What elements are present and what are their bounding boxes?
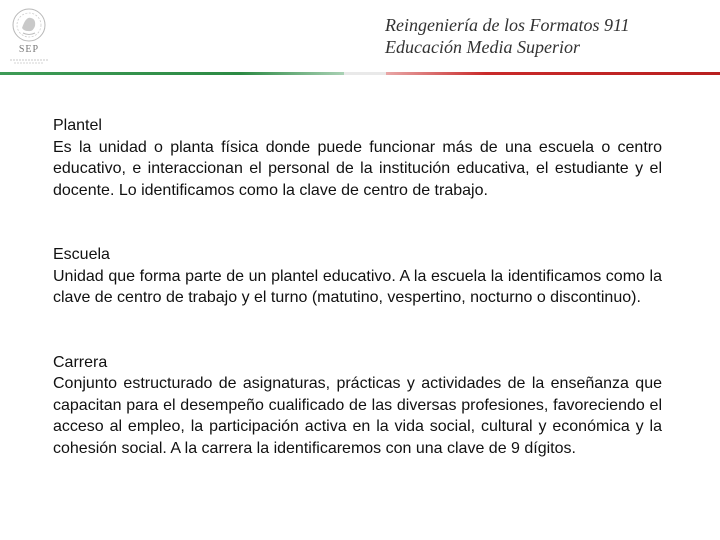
stripe-red xyxy=(386,72,720,75)
definition-heading: Plantel xyxy=(53,117,102,134)
stripe-green xyxy=(0,72,344,75)
mexican-seal-icon xyxy=(6,6,52,44)
definition-heading: Escuela xyxy=(53,246,110,263)
sep-logo xyxy=(6,6,62,68)
definition-escuela xyxy=(53,244,662,309)
tricolor-stripe xyxy=(0,72,720,76)
definition-body: Es la unidad o planta física donde puede funcionar más de una escuela o centro educativo, e interaccionan el personal de la institución educativa, el estudiante y el docente. Lo identificamos como la clave de centro de trabajo. xyxy=(53,138,662,199)
definition-plantel xyxy=(53,115,662,201)
header-title xyxy=(385,14,630,58)
sep-logo-text: SEP xyxy=(18,44,40,55)
sep-logo-subtext-decoration xyxy=(6,58,52,64)
header-title-line1: Reingeniería de los Formatos 911 xyxy=(385,15,630,35)
definition-body: Conjunto estructurado de asignaturas, prácticas y actividades de la enseñanza que capacitan para el desempeño cualificado de las diversas profesiones, favoreciendo el acceso al empleo, la participación activa en la vida social, cultural y económica y la cohesión social. A la carrera la identificaremos con una clave de 9 dígitos. xyxy=(53,375,662,457)
definition-heading: Carrera xyxy=(53,353,108,371)
header-title-line2: Educación Media Superior xyxy=(385,37,580,57)
definition-body: Unidad que forma parte de un plantel educativo. A la escuela la identificamos como la clave de centro de trabajo y el turno (matutino, vespertino, nocturno o discontinuo). xyxy=(53,267,662,306)
definition-carrera xyxy=(53,352,662,460)
stripe-white xyxy=(344,72,386,75)
definitions-content xyxy=(53,115,662,459)
